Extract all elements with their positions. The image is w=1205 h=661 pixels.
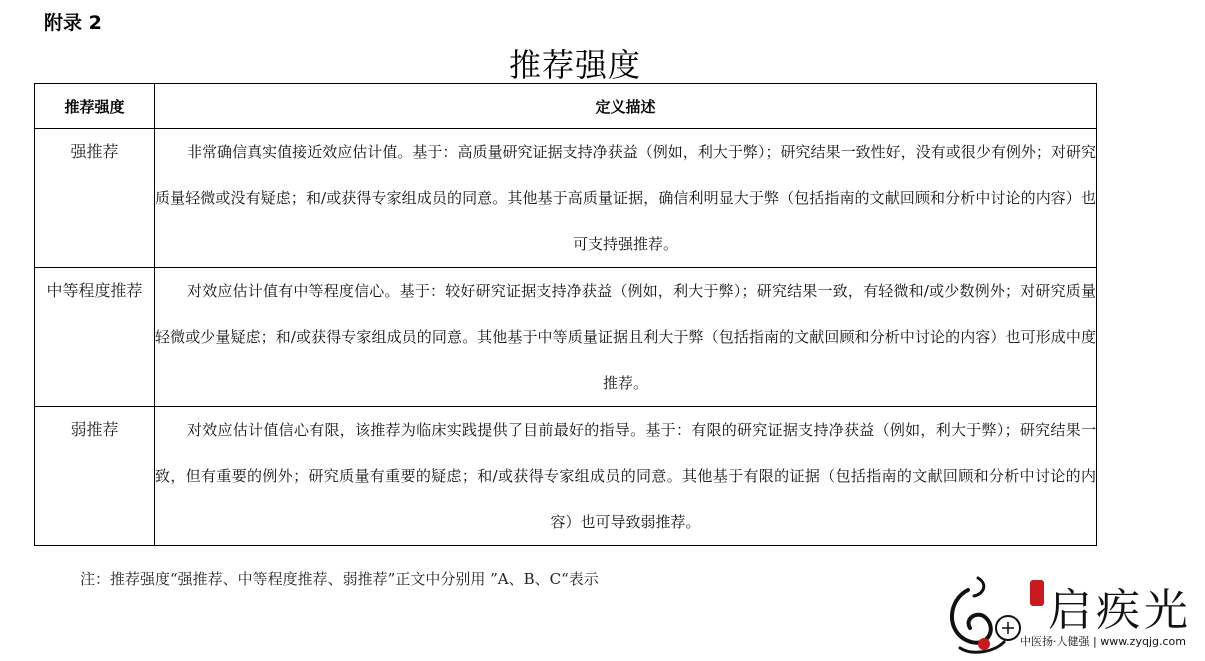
header-grade: 推荐强度	[35, 84, 155, 129]
grade-cell: 中等程度推荐	[35, 268, 155, 407]
table-row	[35, 407, 1097, 546]
logo-name: 启疾光	[1048, 585, 1192, 636]
logo-tagline: 中医扬·人健强 | www.zyqjg.com	[1020, 635, 1186, 648]
header-description: 定义描述	[155, 84, 1097, 129]
recommendation-table	[34, 83, 1097, 546]
description-cell: 对效应估计值信心有限，该推荐为临床实践提供了目前最好的指导。基于：有限的研究证据支持净获益（例如，利大于弊）；研究结果一致，但有重要的例外；研究质量有重要的疑虑；和/或获得专家组成员的同意。其他基于有限的证据（包括指南的文献回顾和分析中讨论的内容）也可导致弱推荐。	[155, 407, 1097, 546]
table-row	[35, 268, 1097, 407]
grade-cell: 弱推荐	[35, 407, 155, 546]
appendix-label: 附录 2	[44, 12, 102, 34]
grade-cell: 强推荐	[35, 129, 155, 268]
table-header-row	[35, 84, 1097, 129]
document-title: 推荐强度	[508, 46, 641, 84]
table-note: 注：推荐强度“强推荐、中等程度推荐、弱推荐”正文中分别用 ”A、B、C“表示	[80, 570, 599, 588]
table-row	[35, 129, 1097, 268]
description-cell: 非常确信真实值接近效应估计值。基于：高质量研究证据支持净获益（例如，利大于弊）；研究结果一致性好，没有或很少有例外；对研究质量轻微或没有疑虑；和/或获得专家组成员的同意。其他基于高质量证据，确信利明显大于弊（包括指南的文献回顾和分析中讨论的内容）也可支持强推荐。	[155, 129, 1097, 268]
description-cell: 对效应估计值有中等程度信心。基于：较好研究证据支持净获益（例如，利大于弊）；研究结果一致，有轻微和/或少数例外；对研究质量轻微或少量疑虑；和/或获得专家组成员的同意。其他基于中等质量证据且利大于弊（包括指南的文献回顾和分析中讨论的内容）也可形成中度推荐。	[155, 268, 1097, 407]
